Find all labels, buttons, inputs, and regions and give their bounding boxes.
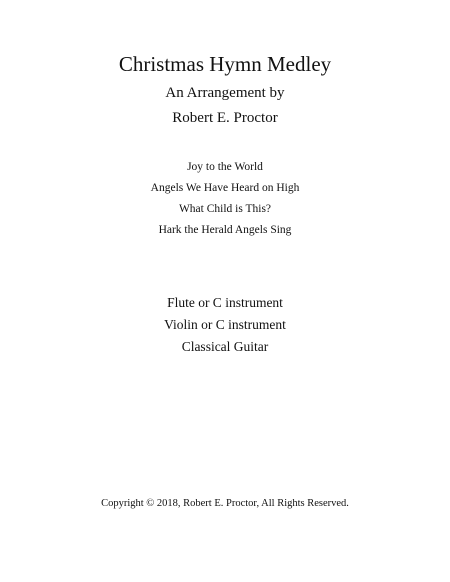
song-item: Hark the Herald Angels Sing [158, 224, 292, 236]
instrument-item: Classical Guitar [181, 339, 269, 354]
arrangement-subtitle: An Arrangement by [165, 85, 285, 101]
arranger-name: Robert E. Proctor [172, 110, 278, 126]
copyright-notice: Copyright © 2018, Robert E. Proctor, All Rights Reserved. [101, 498, 349, 509]
document-title: Christmas Hymn Medley [118, 52, 332, 76]
song-item: What Child is This? [178, 203, 272, 215]
instrument-item: Violin or C instrument [164, 317, 286, 332]
instrument-item: Flute or C instrument [167, 295, 283, 310]
song-list [0, 162, 450, 246]
instrument-list [0, 296, 450, 362]
song-item: Joy to the World [187, 161, 263, 173]
song-item: Angels We Have Heard on High [150, 182, 300, 194]
